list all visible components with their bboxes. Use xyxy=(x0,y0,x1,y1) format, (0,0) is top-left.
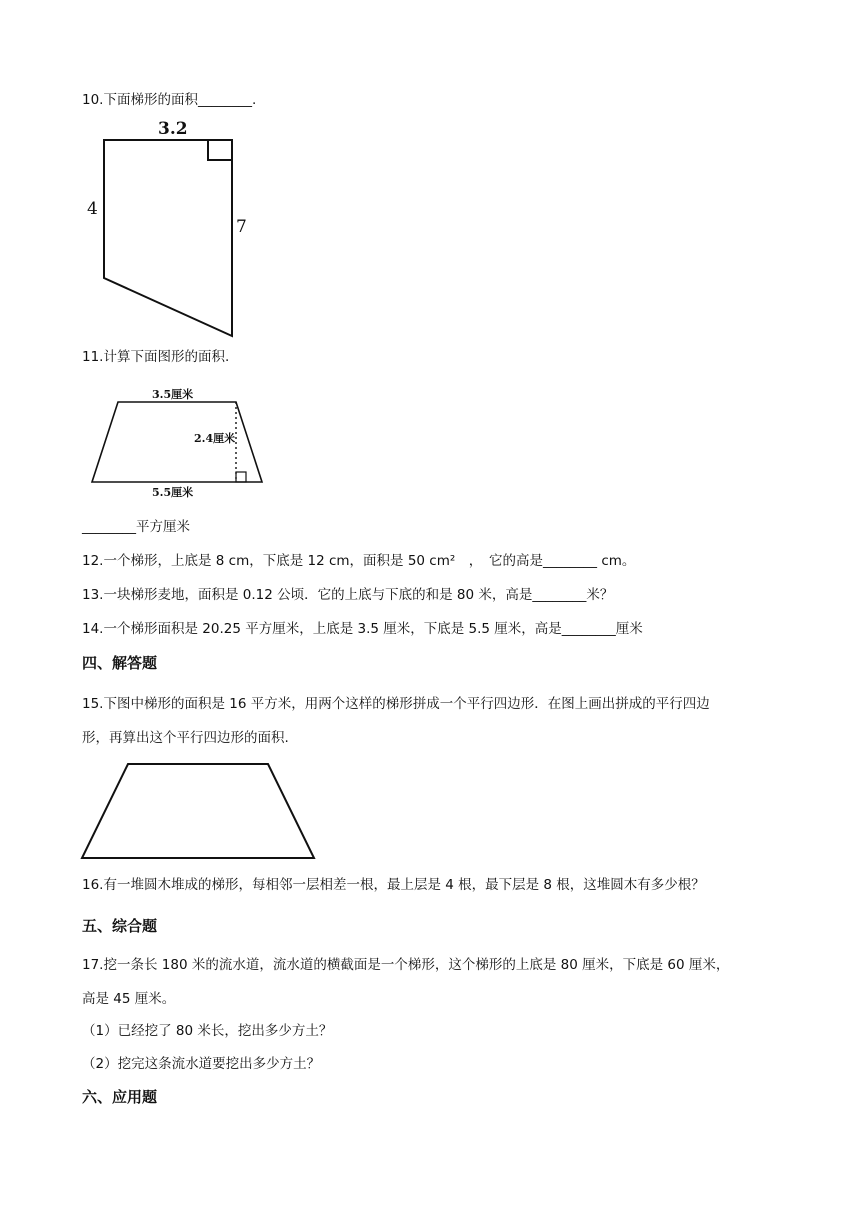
q11-height-label: 2.4厘米 xyxy=(194,432,236,445)
section-5-title: 五、综合题 xyxy=(82,917,158,935)
q12-text: 12.一个梯形，上底是 8 cm，下底是 12 cm，面积是 50 cm² ， 它的高是________ cm。 xyxy=(82,553,636,569)
q16-text: 16.有一堆圆木堆成的梯形，每相邻一层相差一根，最上层是 4 根，最下层是 8 根，这堆圆木有多少根？ xyxy=(82,877,705,893)
q17-sub1: （1）已经挖了 80 米长，挖出多少方土？ xyxy=(82,1023,333,1039)
q15-trapezoid-shape xyxy=(82,764,314,858)
q10-trapezoid-shape xyxy=(104,140,232,336)
section-6-title: 六、应用题 xyxy=(82,1088,158,1106)
section-4-title: 四、解答题 xyxy=(82,654,158,672)
q15-line2: 形，再算出这个平行四边形的面积. xyxy=(82,730,289,746)
q10-trapezoid-figure xyxy=(80,112,250,342)
q15-trapezoid-figure xyxy=(80,760,320,864)
q10-left-label: 4 xyxy=(87,199,98,219)
q17-line2: 高是 45 厘米。 xyxy=(82,991,176,1007)
q14-text: 14.一个梯形面积是 20.25 平方厘米，上底是 3.5 厘米，下底是 5.5 厘米，高是________厘米 xyxy=(82,621,643,637)
q11-trapezoid-figure xyxy=(88,384,268,502)
q15-line1: 15.下图中梯形的面积是 16 平方米，用两个这样的梯形拼成一个平行四边形．在图上画出拼成的平行四边 xyxy=(82,696,710,712)
q11-answer: ________平方厘米 xyxy=(82,519,190,535)
q10-text: 10.下面梯形的面积________. xyxy=(82,92,257,108)
q10-right-angle-mark xyxy=(208,140,232,160)
q13-text: 13.一块梯形麦地，面积是 0.12 公顷．它的上底与下底的和是 80 米，高是________米？ xyxy=(82,587,614,603)
q10-top-label: 3.2 xyxy=(158,119,188,139)
q11-bottom-label: 5.5厘米 xyxy=(152,486,194,499)
q11-top-label: 3.5厘米 xyxy=(152,388,194,401)
q11-text: 11.计算下面图形的面积. xyxy=(82,349,230,365)
q10-right-label: 7 xyxy=(236,217,247,237)
q11-right-angle-mark xyxy=(236,472,246,482)
q17-sub2: （2）挖完这条流水道要挖出多少方土？ xyxy=(82,1056,321,1072)
q17-line1: 17.挖一条长 180 米的流水道，流水道的横截面是一个梯形，这个梯形的上底是 80 厘米，下底是 60 厘米， xyxy=(82,957,730,973)
